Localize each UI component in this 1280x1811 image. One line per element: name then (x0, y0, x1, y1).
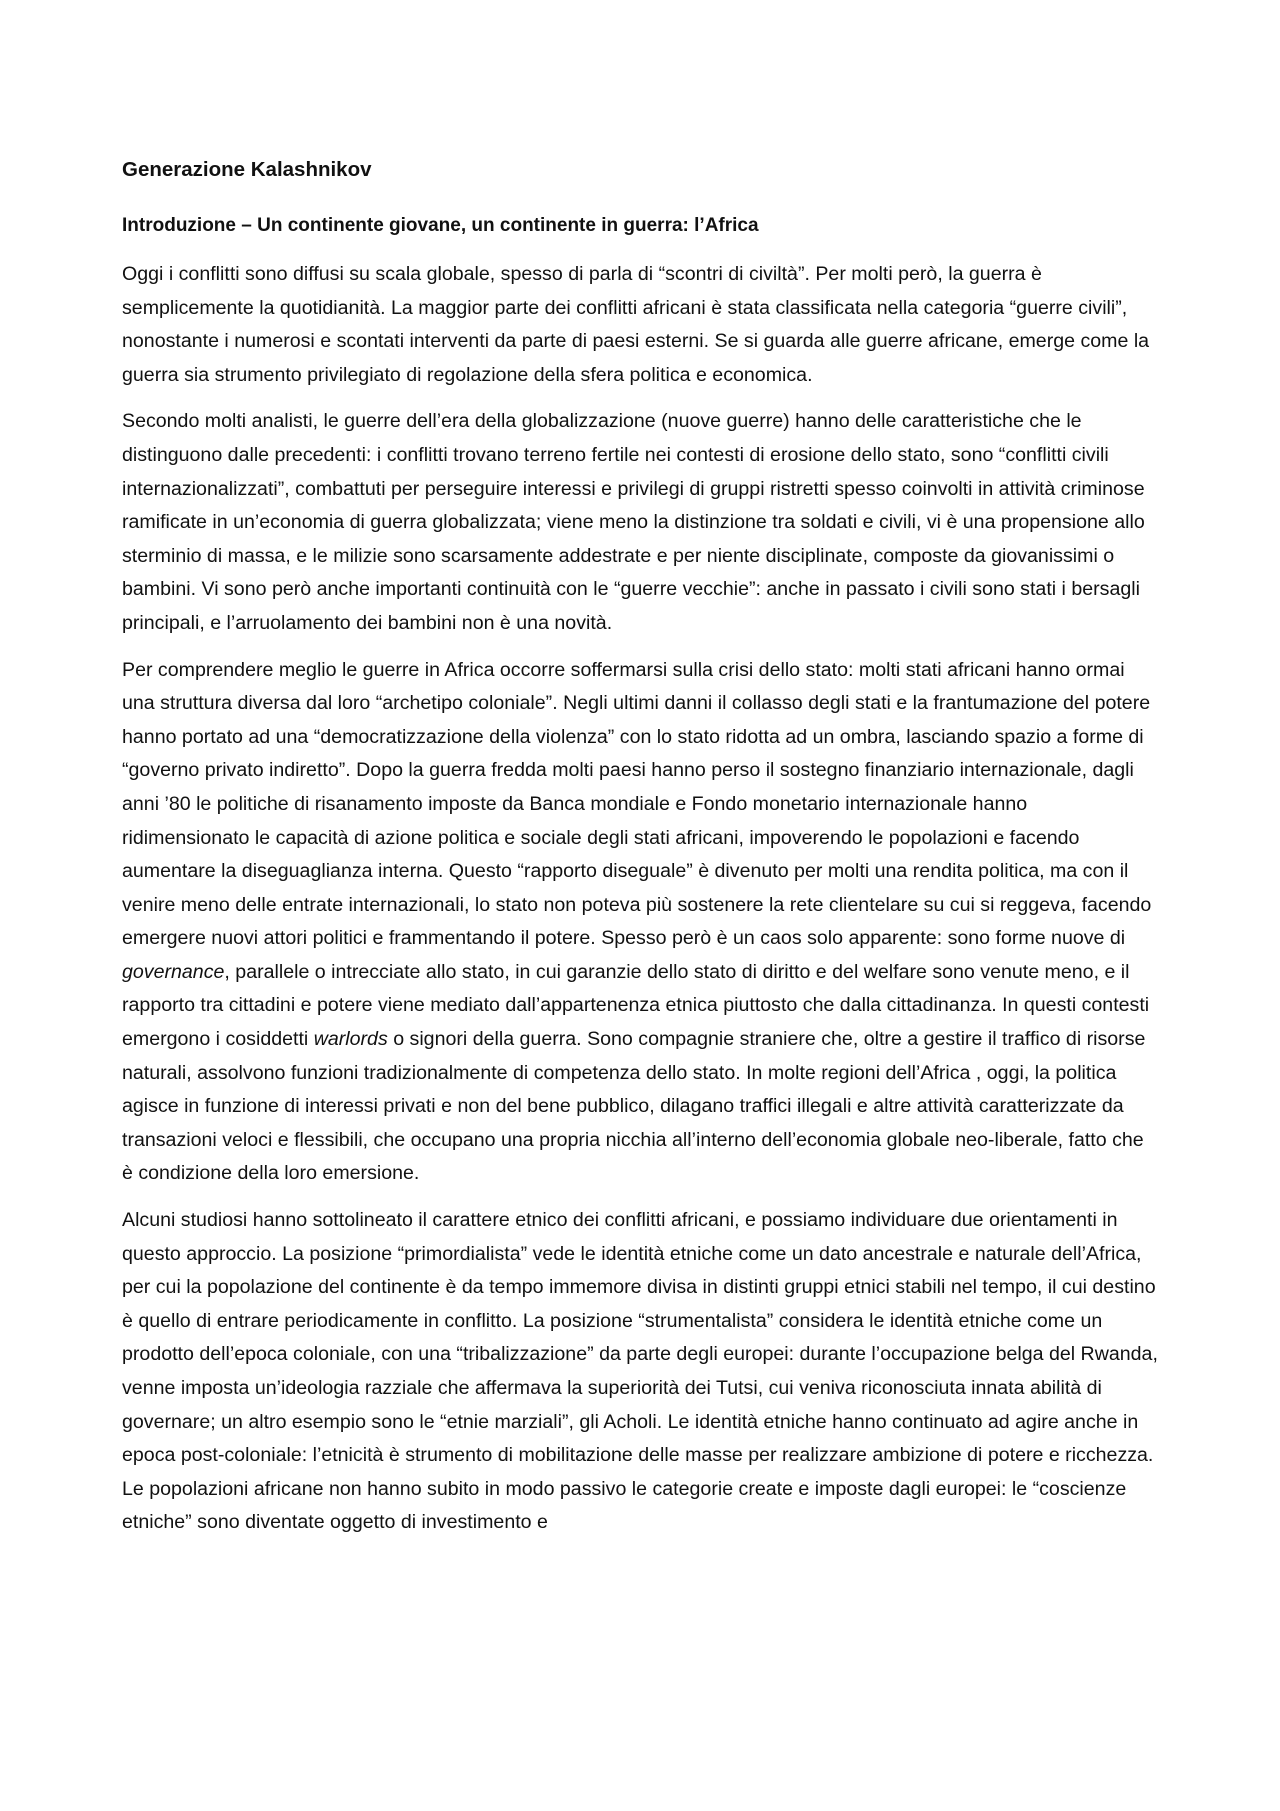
paragraph-3-part-3: o signori della guerra. Sono compagnie straniere che, oltre a gestire il traffico di risorse naturali, assolvono funzioni tradizionalmente di competenza dello stato. In molte regioni dell’Africa , oggi, la politica agisce in funzione di interessi privati e non del bene pubblico, dilagano traffici illegali e altre attività caratterizzate da transazioni veloci e flessibili, che occupano una propria nicchia all’interno dell’economia globale neo-liberale, fatto che è condizione della loro emersione. (122, 1028, 1146, 1185)
paragraph-2: Secondo molti analisti, le guerre dell’era della globalizzazione (nuove guerre) hanno delle caratteristiche che le distinguono dalle precedenti: i conflitti trovano terreno fertile nei contesti di erosione dello stato, sono “conflitti civili internazionalizzati”, combattuti per perseguire interessi e privilegi di gruppi ristretti spesso coinvolti in attività criminose ramificate in un’economia di guerra globalizzata; viene meno la distinzione tra soldati e civili, vi è una propensione allo sterminio di massa, e le milizie sono scarsamente addestrate e per niente disciplinate, composte da giovanissimi o bambini. Vi sono però anche importanti continuità con le “guerre vecchie”: anche in passato i civili sono stati i bersagli principali, e l’arruolamento dei bambini non è una novità. (122, 410, 1145, 634)
paragraph-3-part-1: Per comprendere meglio le guerre in Africa occorre soffermarsi sulla crisi dello stato: molti stati africani hanno ormai una struttura diversa dal loro “archetipo coloniale”. Negli ultimi danni il collasso degli stati e la frantumazione del potere hanno portato ad una “democratizzazione della violenza” con lo stato ridotta ad un ombra, lasciando spazio a forme di “governo privato indiretto”. Dopo la guerra fredda molti paesi hanno perso il sostegno finanziario internazionale, dagli anni ’80 le politiche di risanamento imposte da Banca mondiale e Fondo monetario internazionale hanno ridimensionato le capacità di azione politica e sociale degli stati africani, impoverendo le popolazioni e facendo aumentare la diseguaglianza interna. Questo “rapporto diseguale” è divenuto per molti una rendita politica, ma con il venire meno delle entrate internazionali, lo stato non poteva più sostenere la rete clientelare su cui si reggeva, facendo emergere nuovi attori politici e frammentando il potere. Spesso però è un caos solo apparente: sono forme nuove di (122, 658, 1152, 950)
document-title: Generazione Kalashnikov (122, 158, 372, 181)
paragraph-1: Oggi i conflitti sono diffusi su scala globale, spesso di parla di “scontri di civiltà”. Per molti però, la guerra è semplicemente la quotidianità. La maggior parte dei conflitti africani è stata classificata nella categoria “guerre civili”, nonostante i numerosi e scontati interventi da parte di paesi esterni. Se si guarda alle guerre africane, emerge come la guerra sia strumento privilegiato di regolazione della sfera politica e economica. (122, 263, 1150, 386)
document-subtitle: Introduzione – Un continente giovane, un continente in guerra: l’Africa (122, 215, 759, 236)
paragraph-4: Alcuni studiosi hanno sottolineato il carattere etnico dei conflitti africani, e possiamo individuare due orientamenti in questo approccio. La posizione “primordialista” vede le identità etniche come un dato ancestrale e naturale dell’Africa, per cui la popolazione del continente è da tempo immemore divisa in distinti gruppi etnici stabili nel tempo, il cui destino è quello di entrare periodicamente in conflitto. La posizione “strumentalista” considera le identità etniche come un prodotto dell’epoca coloniale, con una “tribalizzazione” da parte degli europei: durante l’occupazione belga del Rwanda, venne imposta un’ideologia razziale che affermava la superiorità dei Tutsi, cui veniva riconosciuta innata abilità di governare; un altro esempio sono le “etnie marziali”, gli Acholi. Le identità etniche hanno continuato ad agire anche in epoca post-coloniale: l’etnicità è strumento di mobilitazione delle masse per realizzare ambizione di potere e ricchezza. Le popolazioni africane non hanno subito in modo passivo le categorie create e imposte dagli europei: le “coscienze etniche” sono diventate oggetto di investimento e (122, 1209, 1158, 1534)
italic-governance: governance (122, 960, 225, 983)
paragraph-3 (122, 654, 1158, 1192)
paragraph-3-part-2: , parallele o intrecciate allo stato, in cui garanzie dello stato di diritto e del welfare sono venute meno, e il rapporto tra cittadini e potere viene mediato dall’appartenenza etnica piuttosto che dalla cittadinanza. In questi contesti emergono i cosiddetti (122, 960, 1150, 1051)
document-body (122, 152, 1158, 1553)
italic-warlords: warlords (313, 1028, 388, 1051)
